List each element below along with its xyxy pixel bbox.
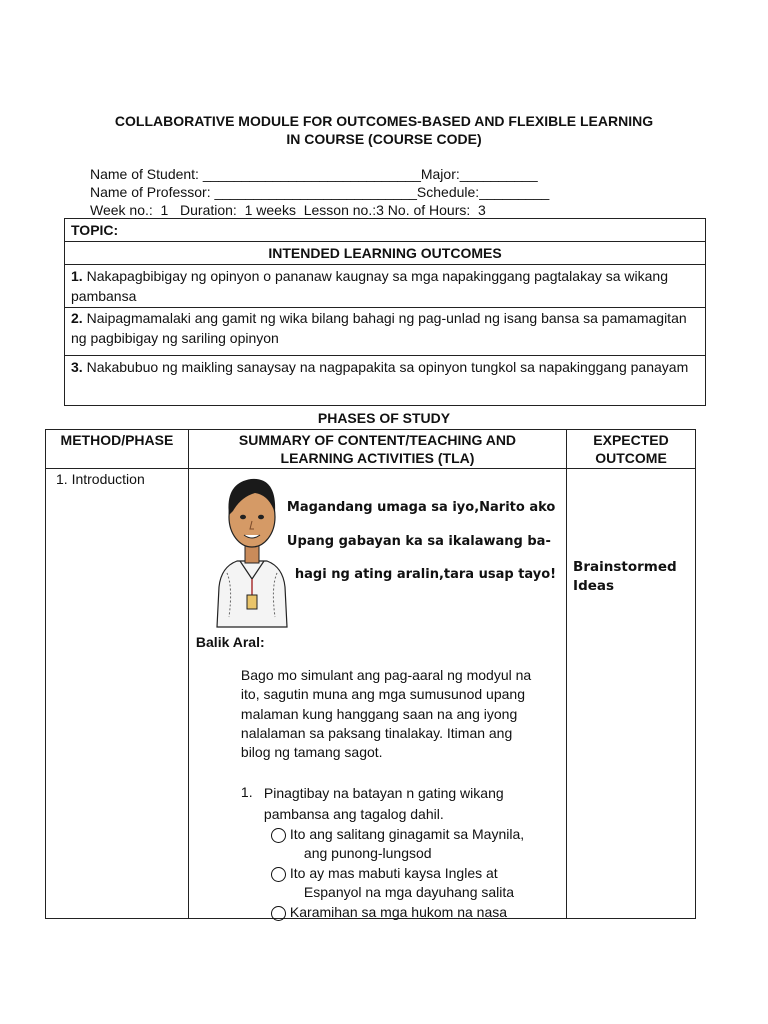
- intro-line: nalalaman sa paksang tinalakay. Itiman ang: [240, 724, 513, 741]
- answer-choices: [271, 825, 524, 922]
- choice-line1: Ito ay mas mabuti kaysa Ingles at: [289, 865, 498, 881]
- choice-line1: Ito ang salitang ginagamit sa Maynila,: [289, 826, 525, 842]
- ilo-item: [65, 265, 706, 308]
- ilo-item-text: Nakapagbibigay ng opinyon o pananaw kaugnay sa mga napakinggang pagtalakay sa wikang pambansa: [71, 268, 669, 304]
- method-cell: [46, 469, 189, 919]
- summary-header-line1: SUMMARY OF CONTENT/TEACHING AND: [238, 432, 517, 448]
- intro-line: malaman kung hanggang saan na ang iyong: [240, 705, 518, 722]
- question-text: [264, 783, 504, 825]
- ilo-heading: INTENDED LEARNING OUTCOMES: [65, 242, 706, 265]
- question-line: pambansa ang tagalog dahil.: [263, 806, 444, 822]
- method-column-header: [46, 430, 189, 469]
- expected-header-line1: EXPECTED: [593, 432, 669, 448]
- phases-table: [45, 429, 696, 919]
- ilo-item-number: 1.: [71, 268, 83, 284]
- intro-line: Bago mo simulant ang pag-aaral ng modyul na: [240, 667, 532, 683]
- ilo-table: [64, 218, 706, 406]
- professor-name-line: Name of Professor: __________________________Schedule:_________: [90, 184, 550, 200]
- ilo-item: [65, 356, 706, 406]
- radio-circle-icon[interactable]: [271, 906, 286, 921]
- intro-line: ito, sagutin muna ang mga sumusunod upang: [240, 686, 525, 703]
- intro-line: bilog ng tamang sagot.: [240, 744, 383, 761]
- expected-line2: Ideas: [573, 578, 615, 594]
- choice-line2: ang punong-lungsod: [303, 845, 432, 861]
- module-title-line2: IN COURSE (COURSE CODE): [286, 131, 482, 147]
- question-line: Pinagtibay na batayan n gating wikang: [263, 785, 504, 801]
- ilo-item-number: 3.: [71, 359, 83, 375]
- choice-option[interactable]: [271, 864, 524, 902]
- radio-circle-icon[interactable]: [271, 828, 286, 843]
- topic-label: TOPIC:: [65, 219, 706, 242]
- ilo-item-text: Nakabubuo ng maikling sanaysay na nagpapakita sa opinyon tungkol sa napakinggang panayam: [82, 359, 689, 375]
- intro-paragraph: [241, 666, 531, 762]
- expected-line1: Brainstormed: [573, 559, 677, 575]
- method-introduction: 1. Introduction: [56, 471, 145, 487]
- teacher-illustration: [207, 467, 297, 632]
- choice-line1: Karamihan sa mga hukom na nasa: [289, 904, 508, 920]
- speech-line: hagi ng ating aralin,tara usap tayo!: [294, 567, 557, 582]
- summary-cell: [188, 469, 566, 919]
- method-header-text: METHOD/PHASE: [60, 432, 174, 448]
- module-title-line1: COLLABORATIVE MODULE FOR OUTCOMES-BASED AND FLEXIBLE LEARNING: [114, 113, 654, 129]
- expected-column-header: [567, 430, 696, 469]
- choice-option[interactable]: [271, 825, 524, 863]
- summary-header-line2: LEARNING ACTIVITIES (TLA): [280, 450, 475, 466]
- summary-column-header: [188, 430, 566, 469]
- student-name-line: Name of Student: ____________________________Major:__________: [90, 166, 538, 182]
- expected-cell: [567, 469, 696, 919]
- speech-line: Upang gabayan ka sa ikalawang ba-: [286, 534, 551, 549]
- expected-outcome: [573, 558, 695, 596]
- question-number: 1.: [240, 784, 253, 800]
- ilo-item-number: 2.: [71, 310, 83, 326]
- radio-circle-icon[interactable]: [271, 867, 286, 882]
- choice-option[interactable]: [271, 903, 524, 922]
- ilo-item-text: Naipagmamalaki ang gamit ng wika bilang bahagi ng pag-unlad ng isang bansa sa pamamagitan ng pagbibigay ng sariling opinyon: [71, 310, 687, 346]
- phases-title: PHASES OF STUDY: [317, 410, 451, 426]
- ilo-item: [65, 308, 706, 356]
- choice-line2: Espanyol na mga dayuhang salita: [303, 884, 515, 900]
- speech-line: Magandang umaga sa iyo,Narito ako: [286, 500, 556, 515]
- balik-aral-label: Balik Aral:: [195, 634, 265, 650]
- expected-header-line2: OUTCOME: [595, 450, 667, 466]
- week-info-line: Week no.: 1 Duration: 1 weeks Lesson no.:3 No. of Hours: 3: [90, 202, 486, 218]
